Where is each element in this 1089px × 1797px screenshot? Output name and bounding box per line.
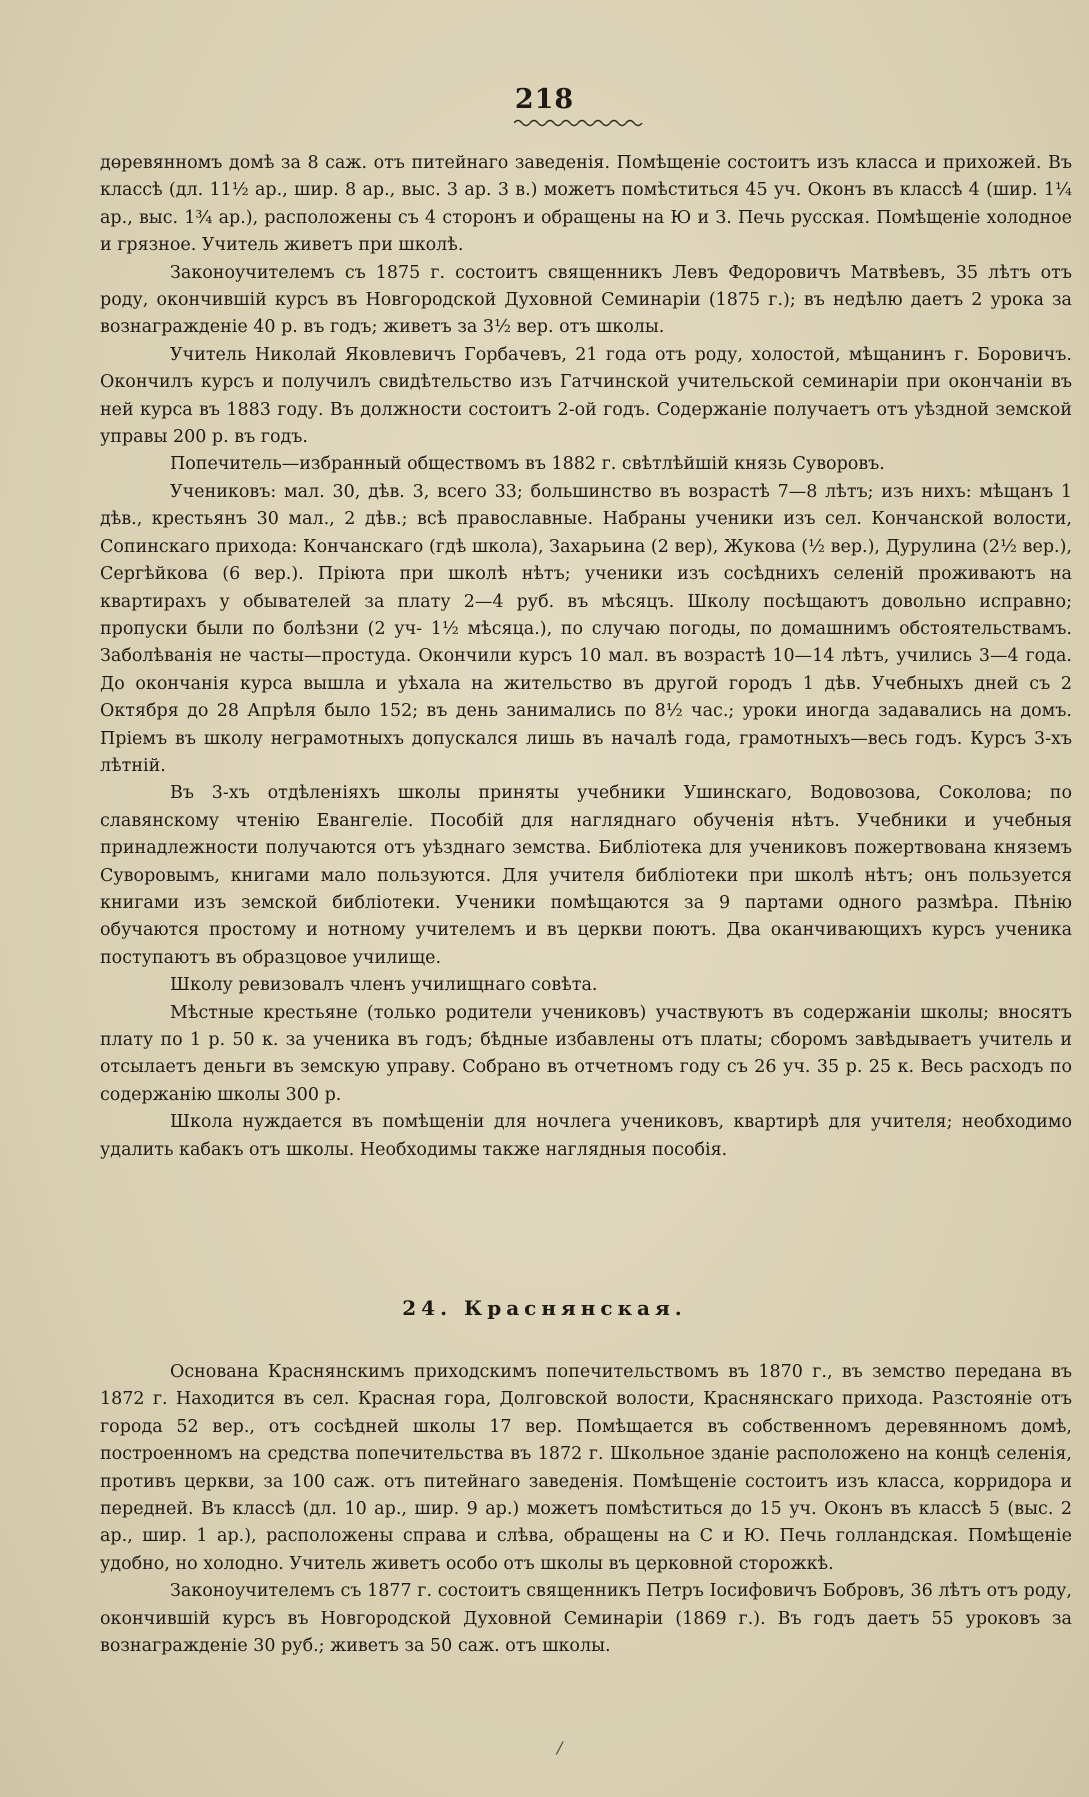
wavy-ornament xyxy=(514,118,644,128)
paragraph: дөревянномъ домѣ за 8 саж. отъ питейнаго заведенія. Помѣщеніе состоитъ изъ класса и прихожей. Въ классѣ (дл. 11½ ар., шир. 8 ар., выс. 3 ар. 3 в.) можетъ помѣститься 45 уч. Оконъ въ классѣ 4 (шир. 1¼ ар., выс. 1¾ ар.), расположены съ 4 сторонъ и обращены на Ю и З. Печь русская. Помѣщеніе холодное и грязное. Учитель живетъ при школѣ. xyxy=(100,153,1072,256)
paragraph: Законоучителемъ съ 1877 г. состоитъ священникъ Петръ Іосифовичъ Бобровъ, 36 лѣтъ отъ роду, окончившій курсъ въ Новгородской Духовной Семинаріи (1869 г.). Въ годъ даетъ 55 уроковъ за вознагражденіе 30 руб.; живетъ за 50 саж. отъ школы. xyxy=(100,1581,1072,1657)
paragraph: Попечитель—избранный обществомъ въ 1882 г. свѣтлѣйшій князь Суворовъ. xyxy=(170,454,885,475)
paragraph: Учитель Николай Яковлевичъ Горбачевъ, 21 года отъ роду, холостой, мѣщанинъ г. Боровичъ. Окончилъ курсъ и получилъ свидѣтельство изъ Гатчинской учительской семинаріи при окончаніи въ ней курса въ 1883 году. Въ должности состоитъ 2-ой годъ. Содержаніе получаетъ отъ уѣздной земской управы 200 р. въ годъ. xyxy=(100,344,1072,448)
paragraph: Въ 3-хъ отдѣленіяхъ школы приняты учебники Ушинскаго, Водовозова, Соколова; по славянскому чтенію Евангеліе. Пособій для нагляднаго обученія нѣтъ. Учебники и учебныя принадлежности получаются отъ уѣзднаго земства. Библіотека для учениковъ пожертвована княземъ Суворовымъ, книгами мало пользуются. Для учителя библіотеки при школѣ нѣтъ; онъ пользуется книгами изъ земской библіотеки. Ученики помѣщаются за 9 партами одного размѣра. Пѣнію обучаются простому и нотному учителемъ и въ церкви поютъ. Два оканчивающихъ курсъ ученика поступаютъ въ образцовое училище. xyxy=(100,783,1072,968)
top-text-block xyxy=(100,150,1072,1164)
paragraph: Учениковъ: мал. 30, дѣв. 3, всего 33; большинство въ возрастѣ 7—8 лѣтъ; изъ нихъ: мѣщанъ 1 дѣв., крестьянъ 30 мал., 2 дѣв.; всѣ православные. Набраны ученики изъ сел. Кончанской волости, Сопинскаго прихода: Кончанскаго (гдѣ школа), Захарьина (2 вер), Жукова (½ вер.), Дурулина (2½ вер.), Сергѣйкова (6 вер.). Пріюта при школѣ нѣтъ; ученики изъ сосѣднихъ селеній проживаютъ на квартирахъ у обывателей за плату 2—4 руб. въ мѣсяцъ. Школу посѣщаютъ довольно исправно; пропуски были по болѣзни (2 уч- 1½ мѣсяца.), по случаю погоды, по домашнимъ обстоятельствамъ. Заболѣванія не часты—простуда. Окончили курсъ 10 мал. въ возрастѣ 10—14 лѣтъ, учились 3—4 года. До окончанія курса вышла и уѣхала на жительство въ другой городъ 1 дѣв. Учебныхъ дней съ 2 Октября до 28 Апрѣля было 152; въ день занимались по 8½ час.; уроки иногда задавались на домъ. Пріемъ въ школу неграмотныхъ допускался лишь въ началѣ года, грамотныхъ—весь годъ. Курсъ 3-хъ лѣтній. xyxy=(100,481,1072,776)
paragraph: Основана Краснянскимъ приходскимъ попечительствомъ въ 1870 г., въ земство передана въ 1872 г. Находится въ сел. Красная гора, Долговской волости, Краснянскаго прихода. Разстояніе отъ города 52 вер., отъ сосѣдней школы 17 вер. Помѣщается въ собственномъ деревянномъ домѣ, построенномъ на средства попечительства въ 1872 г. Школьное зданіе расположено на концѣ селенія, противъ церкви, за 100 саж. отъ питейнаго заведенія. Помѣщеніе состоитъ изъ класса, корридора и передней. Въ классѣ (дл. 10 ар., шир. 9 ар.) можетъ помѣститься до 15 уч. Оконъ въ классѣ 5 (выс. 2 ар., шир. 1 ар.), расположены справа и слѣва, обращены на С и Ю. Печь голландская. Помѣщеніе удобно, но холодно. Учитель живетъ особо отъ школы въ церковной сторожкѣ. xyxy=(100,1362,1072,1574)
paragraph: Школу ревизовалъ членъ училищнаго совѣта. xyxy=(170,975,598,996)
page-number: 218 xyxy=(514,84,575,115)
section-heading: 24. Краснянская. xyxy=(402,1296,687,1320)
bottom-text-block xyxy=(100,1359,1072,1660)
paragraph: Школа нуждается въ помѣщеніи для ночлега учениковъ, квартирѣ для учителя; необходимо удалить кабакъ отъ школы. Необходимы также наглядныя пособія. xyxy=(100,1112,1072,1160)
bottom-mark: / xyxy=(557,1738,563,1757)
paragraph: Законоучителемъ съ 1875 г. состоитъ священникъ Левъ Федоровичъ Матвѣевъ, 35 лѣтъ отъ роду, окончившій курсъ въ Новгородской Духовной Семинаріи (1875 г.); въ недѣлю даетъ 2 урока за вознагражденіе 40 р. въ годъ; живетъ за 3½ вер. отъ школы. xyxy=(100,262,1072,338)
paragraph: Мѣстные крестьяне (только родители учениковъ) участвуютъ въ содержаніи школы; вносятъ плату по 1 р. 50 к. за ученика въ годъ; бѣдные избавлены отъ платы; сборомъ завѣдываетъ учитель и отсылаетъ деньги въ земскую управу. Собрано въ отчетномъ году съ 26 уч. 35 р. 25 к. Весь расходъ по содержанію школы 300 р. xyxy=(100,1002,1072,1105)
